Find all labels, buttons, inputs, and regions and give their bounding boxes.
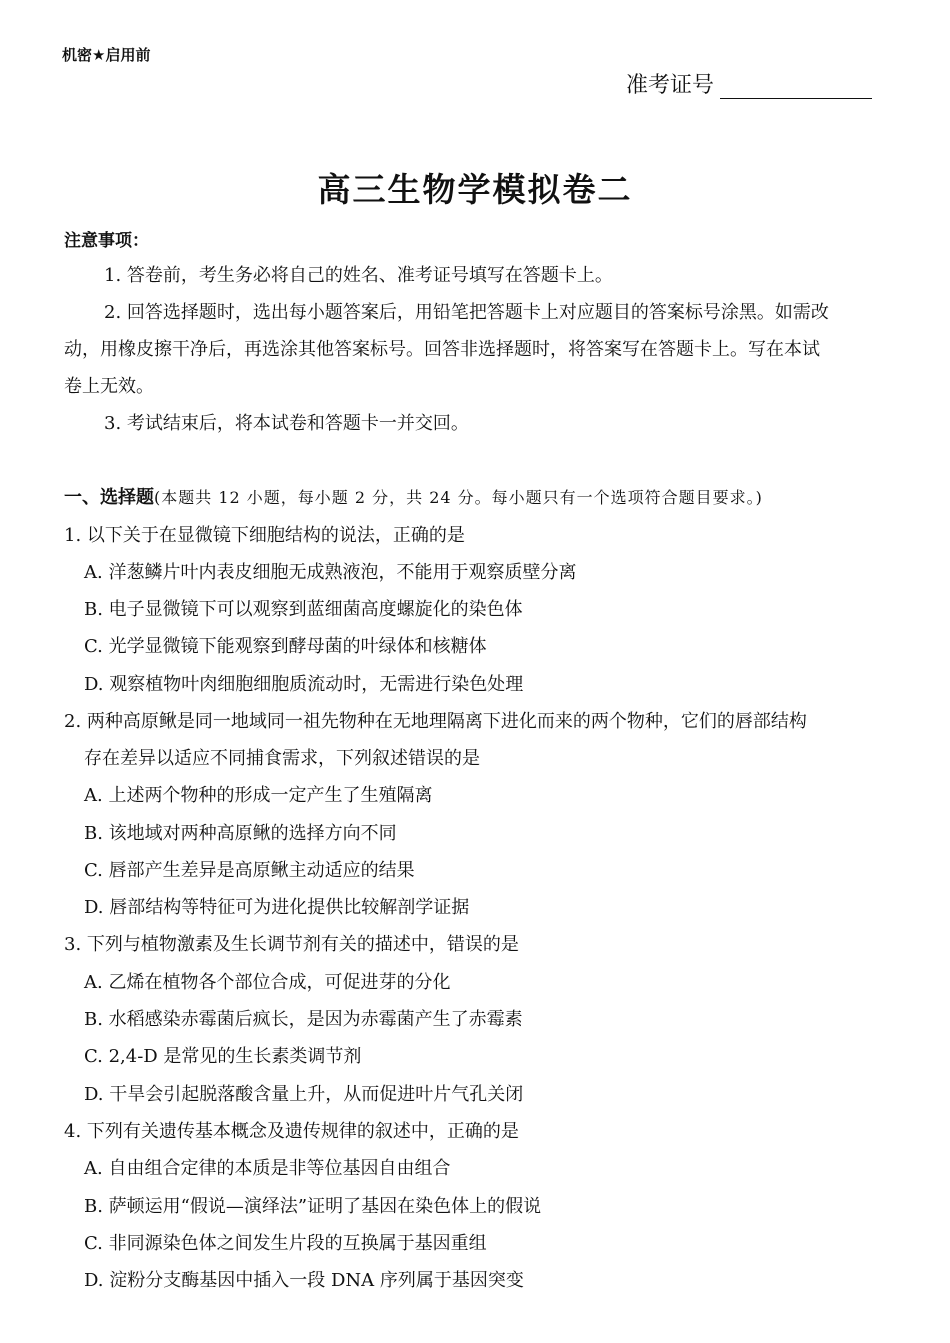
question-3-option-d: D. 干旱会引起脱落酸含量上升，从而促进叶片气孔关闭: [84, 1084, 524, 1105]
question-1-option-b: B. 电子显微镜下可以观察到蓝细菌高度螺旋化的染色体: [84, 599, 523, 620]
question-2-stem-cont: 存在差异以适应不同捕食需求，下列叙述错误的是: [84, 748, 480, 769]
question-2-option-a: A. 上述两个物种的形成一定产生了生殖隔离: [84, 785, 433, 806]
notice-item-2-line-3: 卷上无效。: [64, 376, 154, 397]
question-2-option-b: B. 该地域对两种高原鳅的选择方向不同: [84, 823, 397, 844]
question-2-option-d: D. 唇部结构等特征可为进化提供比较解剖学证据: [84, 897, 470, 918]
section-title: 一、选择题: [64, 487, 154, 508]
question-4-option-a: A. 自由组合定律的本质是非等位基因自由组合: [84, 1158, 451, 1179]
notice-item-1: 1. 答卷前，考生务必将自己的姓名、准考证号填写在答题卡上。: [104, 265, 613, 286]
question-1-option-c: C. 光学显微镜下能观察到酵母菌的叶绿体和核糖体: [84, 636, 487, 657]
question-2-option-c: C. 唇部产生差异是高原鳅主动适应的结果: [84, 860, 415, 881]
question-1-option-a: A. 洋葱鳞片叶内表皮细胞无成熟液泡，不能用于观察质壁分离: [84, 562, 577, 583]
section-heading: [64, 486, 886, 510]
question-1-stem: 1. 以下关于在显微镜下细胞结构的说法，正确的是: [64, 525, 465, 546]
question-3-option-a: A. 乙烯在植物各个部位合成，可促进芽的分化: [84, 972, 451, 993]
question-3-option-b: B. 水稻感染赤霉菌后疯长，是因为赤霉菌产生了赤霉素: [84, 1009, 523, 1030]
question-1-option-d: D. 观察植物叶肉细胞细胞质流动时，无需进行染色处理: [84, 674, 524, 695]
notice-item-2-line-1: 2. 回答选择题时，选出每小题答案后，用铅笔把答题卡上对应题目的答案标号涂黑。如需改: [104, 302, 829, 323]
question-3-stem: 3. 下列与植物激素及生长调节剂有关的描述中，错误的是: [64, 934, 519, 955]
page-title: 高三生物学模拟卷二: [317, 170, 633, 209]
question-2-stem: 2. 两种高原鳅是同一地域同一祖先物种在无地理隔离下进化而来的两个物种，它们的唇部结构: [64, 711, 807, 732]
question-3-option-c: C. 2,4-D 是常见的生长素类调节剂: [84, 1046, 362, 1067]
exam-number-label: 准考证号: [626, 73, 715, 98]
question-4-option-d: D. 淀粉分支酶基因中插入一段 DNA 序列属于基因突变: [84, 1270, 524, 1291]
notice-item-2-line-2: 动，用橡皮擦干净后，再选涂其他答案标号。回答非选择题时，将答案写在答题卡上。写在本试: [64, 339, 820, 360]
section-note: (本题共 12 小题，每小题 2 分，共 24 分。每小题只有一个选项符合题目要求。): [154, 488, 763, 507]
exam-number-blank: [720, 76, 872, 99]
question-4-option-b: B. 萨顿运用“假说—演绎法”证明了基因在染色体上的假说: [84, 1196, 542, 1217]
secret-label: 机密★启用前: [62, 46, 151, 64]
notice-item-3: 3. 考试结束后，将本试卷和答题卡一并交回。: [104, 413, 469, 434]
notice-heading: 注意事项：: [64, 231, 149, 251]
question-4-stem: 4. 下列有关遗传基本概念及遗传规律的叙述中，正确的是: [64, 1121, 519, 1142]
question-4-option-c: C. 非同源染色体之间发生片段的互换属于基因重组: [84, 1233, 487, 1254]
exam-number-field: [626, 68, 872, 99]
